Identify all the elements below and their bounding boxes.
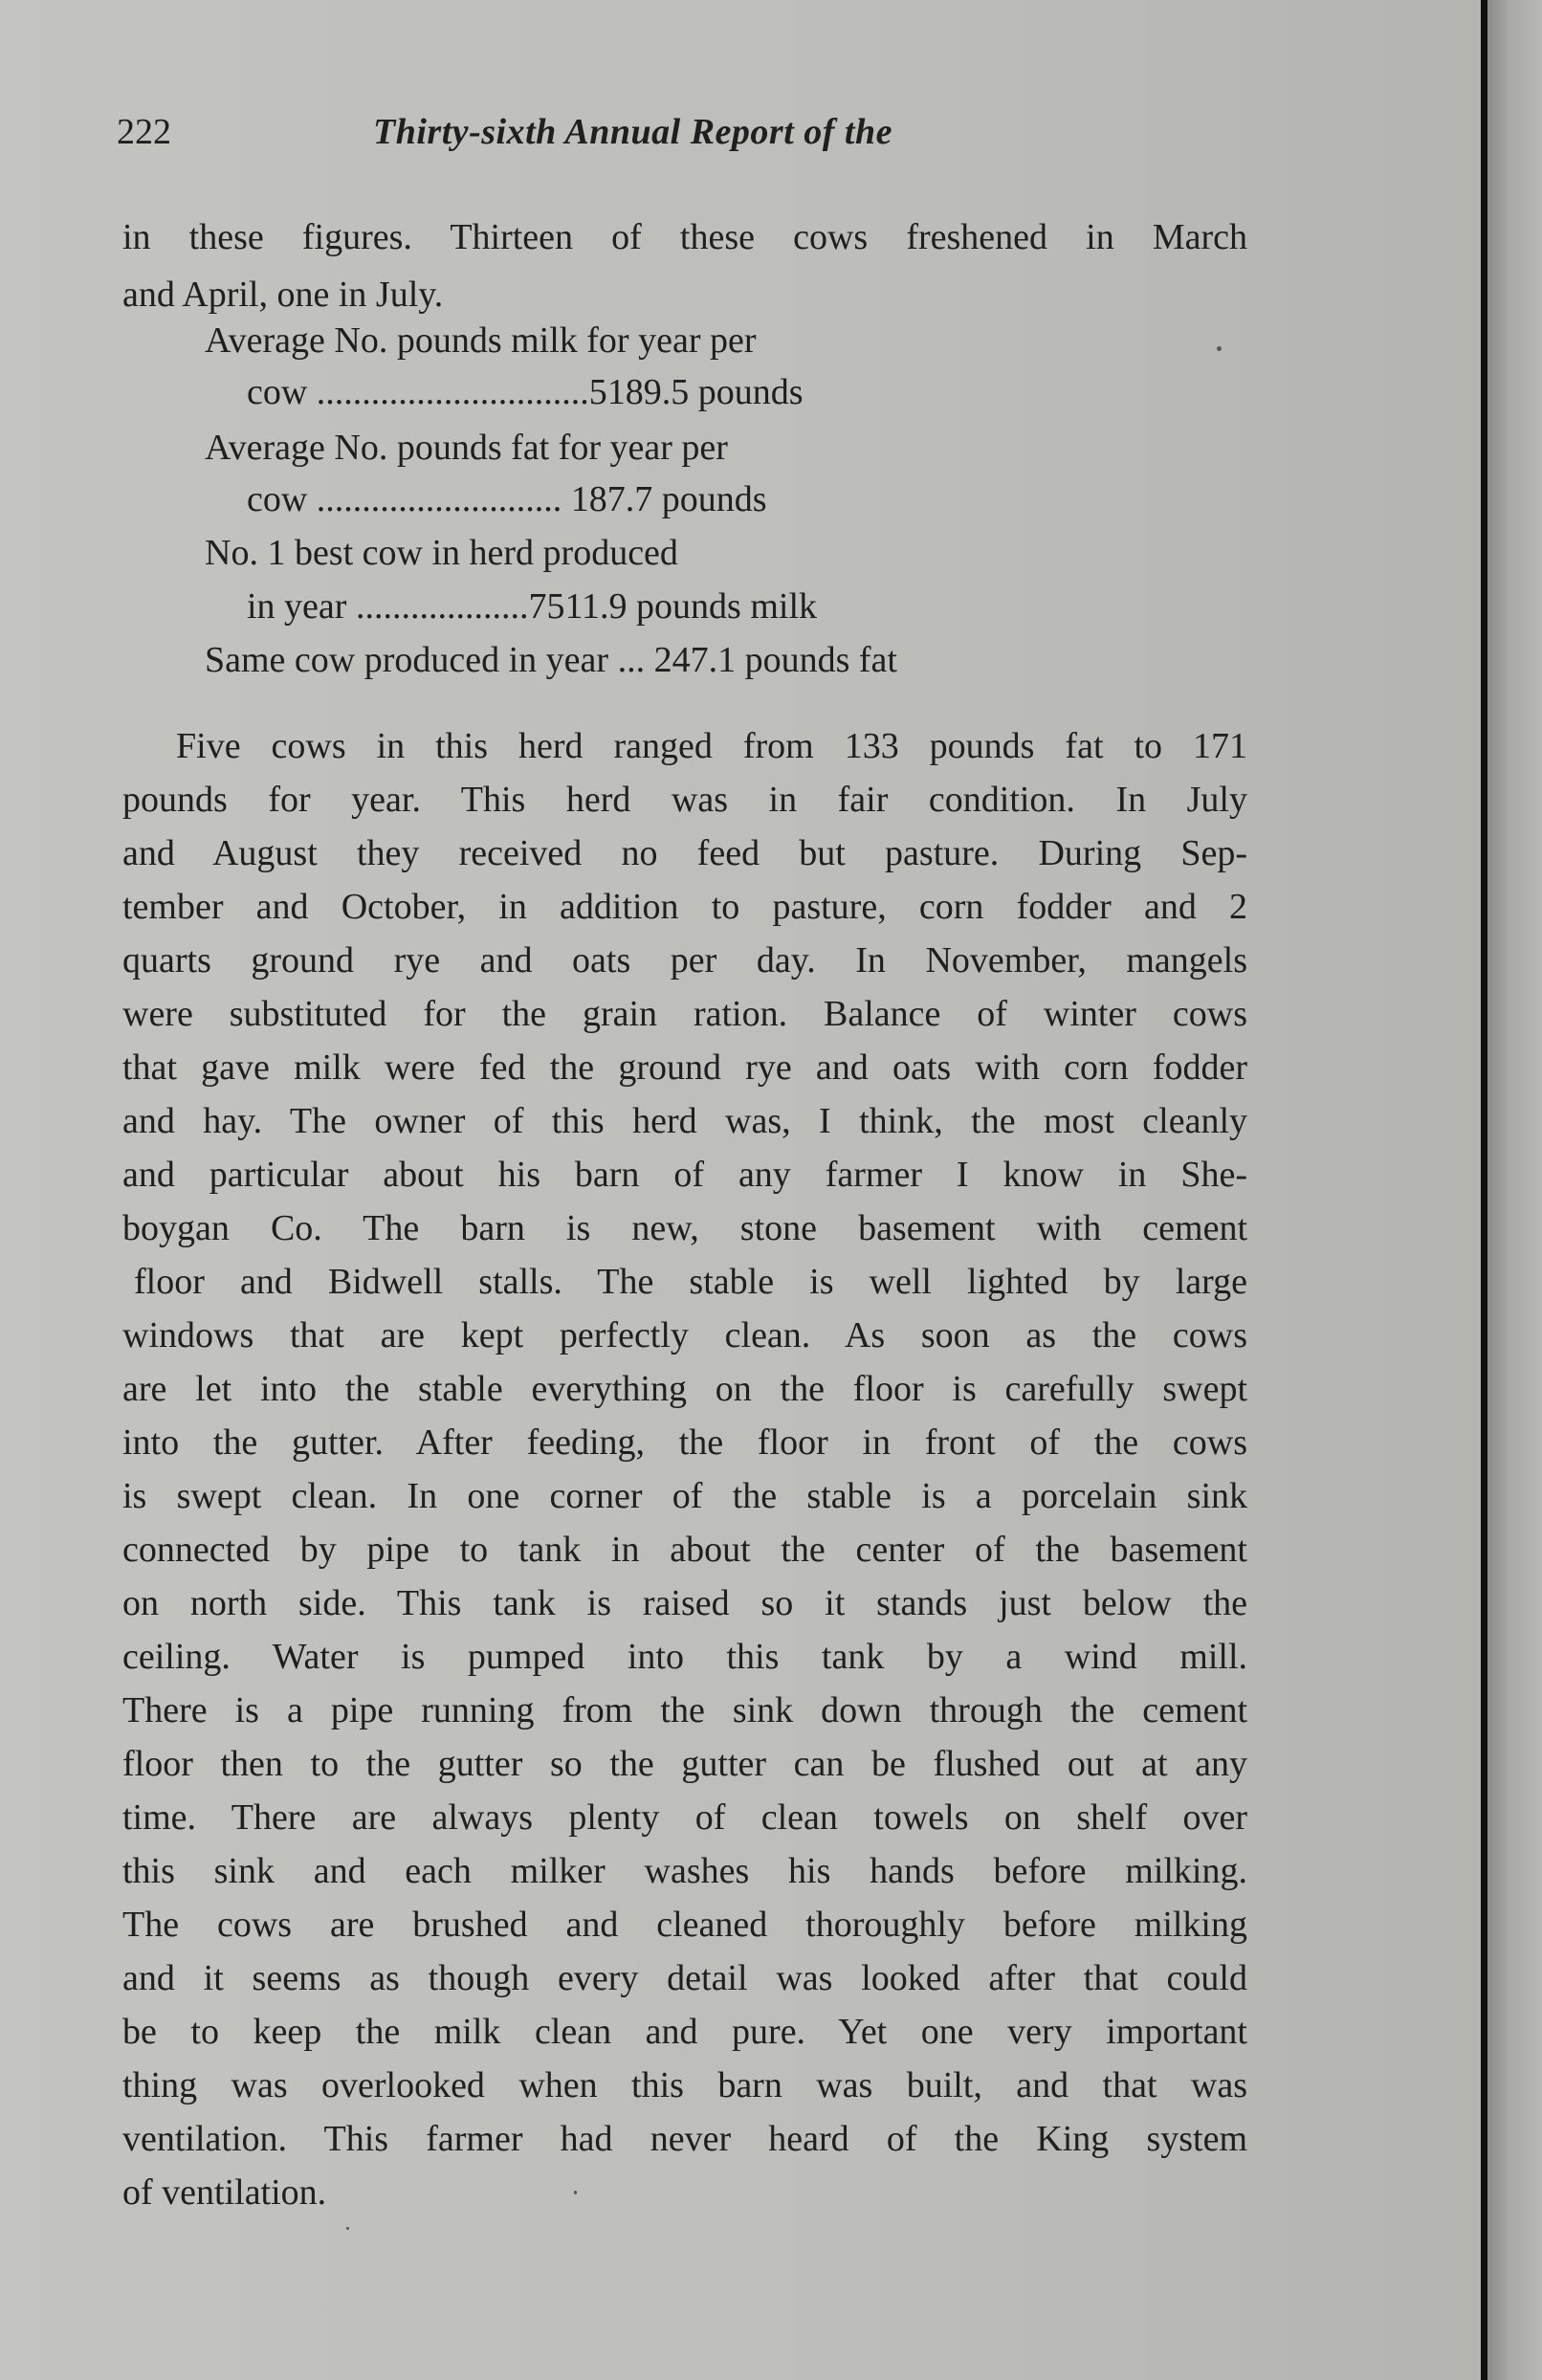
body-line: quarts ground rye and oats per day. In November, mangels (122, 940, 1247, 981)
body-line: on north side. This tank is raised so it stands just below the (122, 1583, 1247, 1623)
body-line: Five cows in this herd ranged from 133 pounds fat to 171 (176, 726, 1247, 766)
body-line: and it seems as though every detail was looked after that could (122, 1958, 1247, 1998)
stat-value-line: cow ........................... 187.7 pounds (247, 479, 767, 519)
body-line: be to keep the milk clean and pure. Yet one very important (122, 2012, 1247, 2052)
body-line: thing was overlooked when this barn was built, and that was (122, 2065, 1247, 2105)
stat-value-line: in year ...................7511.9 pounds milk (247, 586, 817, 627)
stat-label: Average No. pounds fat for year per (205, 428, 728, 468)
body-line: tember and October, in addition to pasture, corn fodder and 2 (122, 887, 1247, 927)
intro-line: in these figures. Thirteen of these cows freshened in March (122, 217, 1247, 257)
scan-speck (1217, 346, 1222, 351)
stat-value-line: Same cow produced in year ... 247.1 pounds fat (205, 640, 897, 680)
page-number: 222 (117, 112, 171, 152)
running-title: Thirty-sixth Annual Report of the (373, 112, 892, 152)
stat-value-line: cow ..............................5189.5 pounds (247, 372, 804, 412)
binding-shadow (1487, 0, 1542, 2380)
stat-label: No. 1 best cow in herd produced (205, 533, 678, 573)
body-line: of ventilation. (122, 2172, 327, 2213)
body-line: and hay. The owner of this herd was, I think, the most cleanly (122, 1101, 1247, 1141)
body-line: were substituted for the grain ration. Balance of winter cows (122, 994, 1247, 1034)
page-header (117, 107, 1265, 157)
body-line: windows that are kept perfectly clean. As soon as the cows (122, 1315, 1247, 1355)
body-line: floor and Bidwell stalls. The stable is well lighted by large (134, 1262, 1247, 1302)
body-line: are let into the stable everything on the floor is carefully swept (122, 1369, 1247, 1409)
intro-line: and April, one in July. (122, 275, 444, 315)
body-line: time. There are always plenty of clean towels on shelf over (122, 1797, 1247, 1838)
body-line: ceiling. Water is pumped into this tank by a wind mill. (122, 1637, 1247, 1677)
body-line: and particular about his barn of any farmer I know in She- (122, 1155, 1247, 1195)
body-line: The cows are brushed and cleaned thoroughly before milking (122, 1905, 1247, 1945)
body-line: into the gutter. After feeding, the floor in front of the cows (122, 1422, 1247, 1463)
body-line: ventilation. This farmer had never heard of the King system (122, 2119, 1247, 2159)
body-line: is swept clean. In one corner of the stable is a porcelain sink (122, 1476, 1247, 1516)
body-line: There is a pipe running from the sink down through the cement (122, 1690, 1247, 1730)
stat-label: Average No. pounds milk for year per (205, 320, 757, 361)
body-line: that gave milk were fed the ground rye and oats with corn fodder (122, 1047, 1247, 1088)
body-line: and August they received no feed but pasture. During Sep- (122, 833, 1247, 873)
scan-speck (574, 2191, 577, 2194)
binding-gutter-line (1481, 0, 1487, 2380)
body-line: this sink and each milker washes his hands before milking. (122, 1851, 1247, 1891)
scan-speck (346, 2227, 349, 2230)
body-line: floor then to the gutter so the gutter can be flushed out at any (122, 1744, 1247, 1784)
body-line: boygan Co. The barn is new, stone basement with cement (122, 1208, 1247, 1248)
body-line: pounds for year. This herd was in fair condition. In July (122, 780, 1247, 820)
body-line: connected by pipe to tank in about the center of the basement (122, 1530, 1247, 1570)
